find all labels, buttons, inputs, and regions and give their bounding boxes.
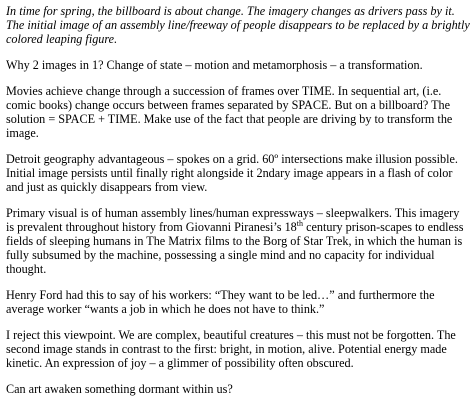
primary-text-after: century prison-scapes to endless fields of sleeping humans in The Matrix films to the Borg of Star Trek, in which the human is fully subsumed by the machine, possessing a single mind and no capacity for individual thought. — [6, 220, 464, 276]
primary-text-before: Primary visual is of human assembly lines/human expressways – sleepwalkers. This imagery is prevalent throughout history from Giovanni Piranesi’s 18 — [6, 206, 460, 234]
reject-paragraph: I reject this viewpoint. We are complex, beautiful creatures – this must not be forgotten. The second image stands in contrast to the first: bright, in motion, alive. Potential energy made kinetic. An expression of joy – a glimmer of possibility often obscured. — [6, 328, 456, 370]
ordinal-suffix: th — [296, 218, 304, 228]
ford-paragraph: Henry Ford had this to say of his workers: “They want to be led…” and furthermore the average worker “wants a job in which he does not have to think.” — [6, 288, 435, 316]
question-paragraph: Can art awaken something dormant within us? — [6, 382, 233, 396]
detroit-paragraph: Detroit geography advantageous – spokes on a grid. 60º intersections make illusion possible. Initial image persists until finally right alongside it 2ndary image appears in a flash of color and just as quickly disappears from view. — [6, 152, 458, 194]
movies-paragraph: Movies achieve change through a succession of frames over TIME. In sequential art, (i.e. comic books) change occurs between frames separated by SPACE. But on a billboard? The solution = SPACE + TIME. Make use of the fact that people are driving by to transform the image. — [6, 84, 453, 140]
document-body — [6, 4, 470, 408]
primary-visual-paragraph — [6, 206, 470, 276]
why-paragraph: Why 2 images in 1? Change of state – motion and metamorphosis – a transformation. — [6, 58, 423, 72]
intro-paragraph: In time for spring, the billboard is about change. The imagery changes as drivers pass by it. The initial image of an assembly line/freeway of people disappears to be replaced by a brightly colored leaping figure. — [6, 4, 470, 46]
